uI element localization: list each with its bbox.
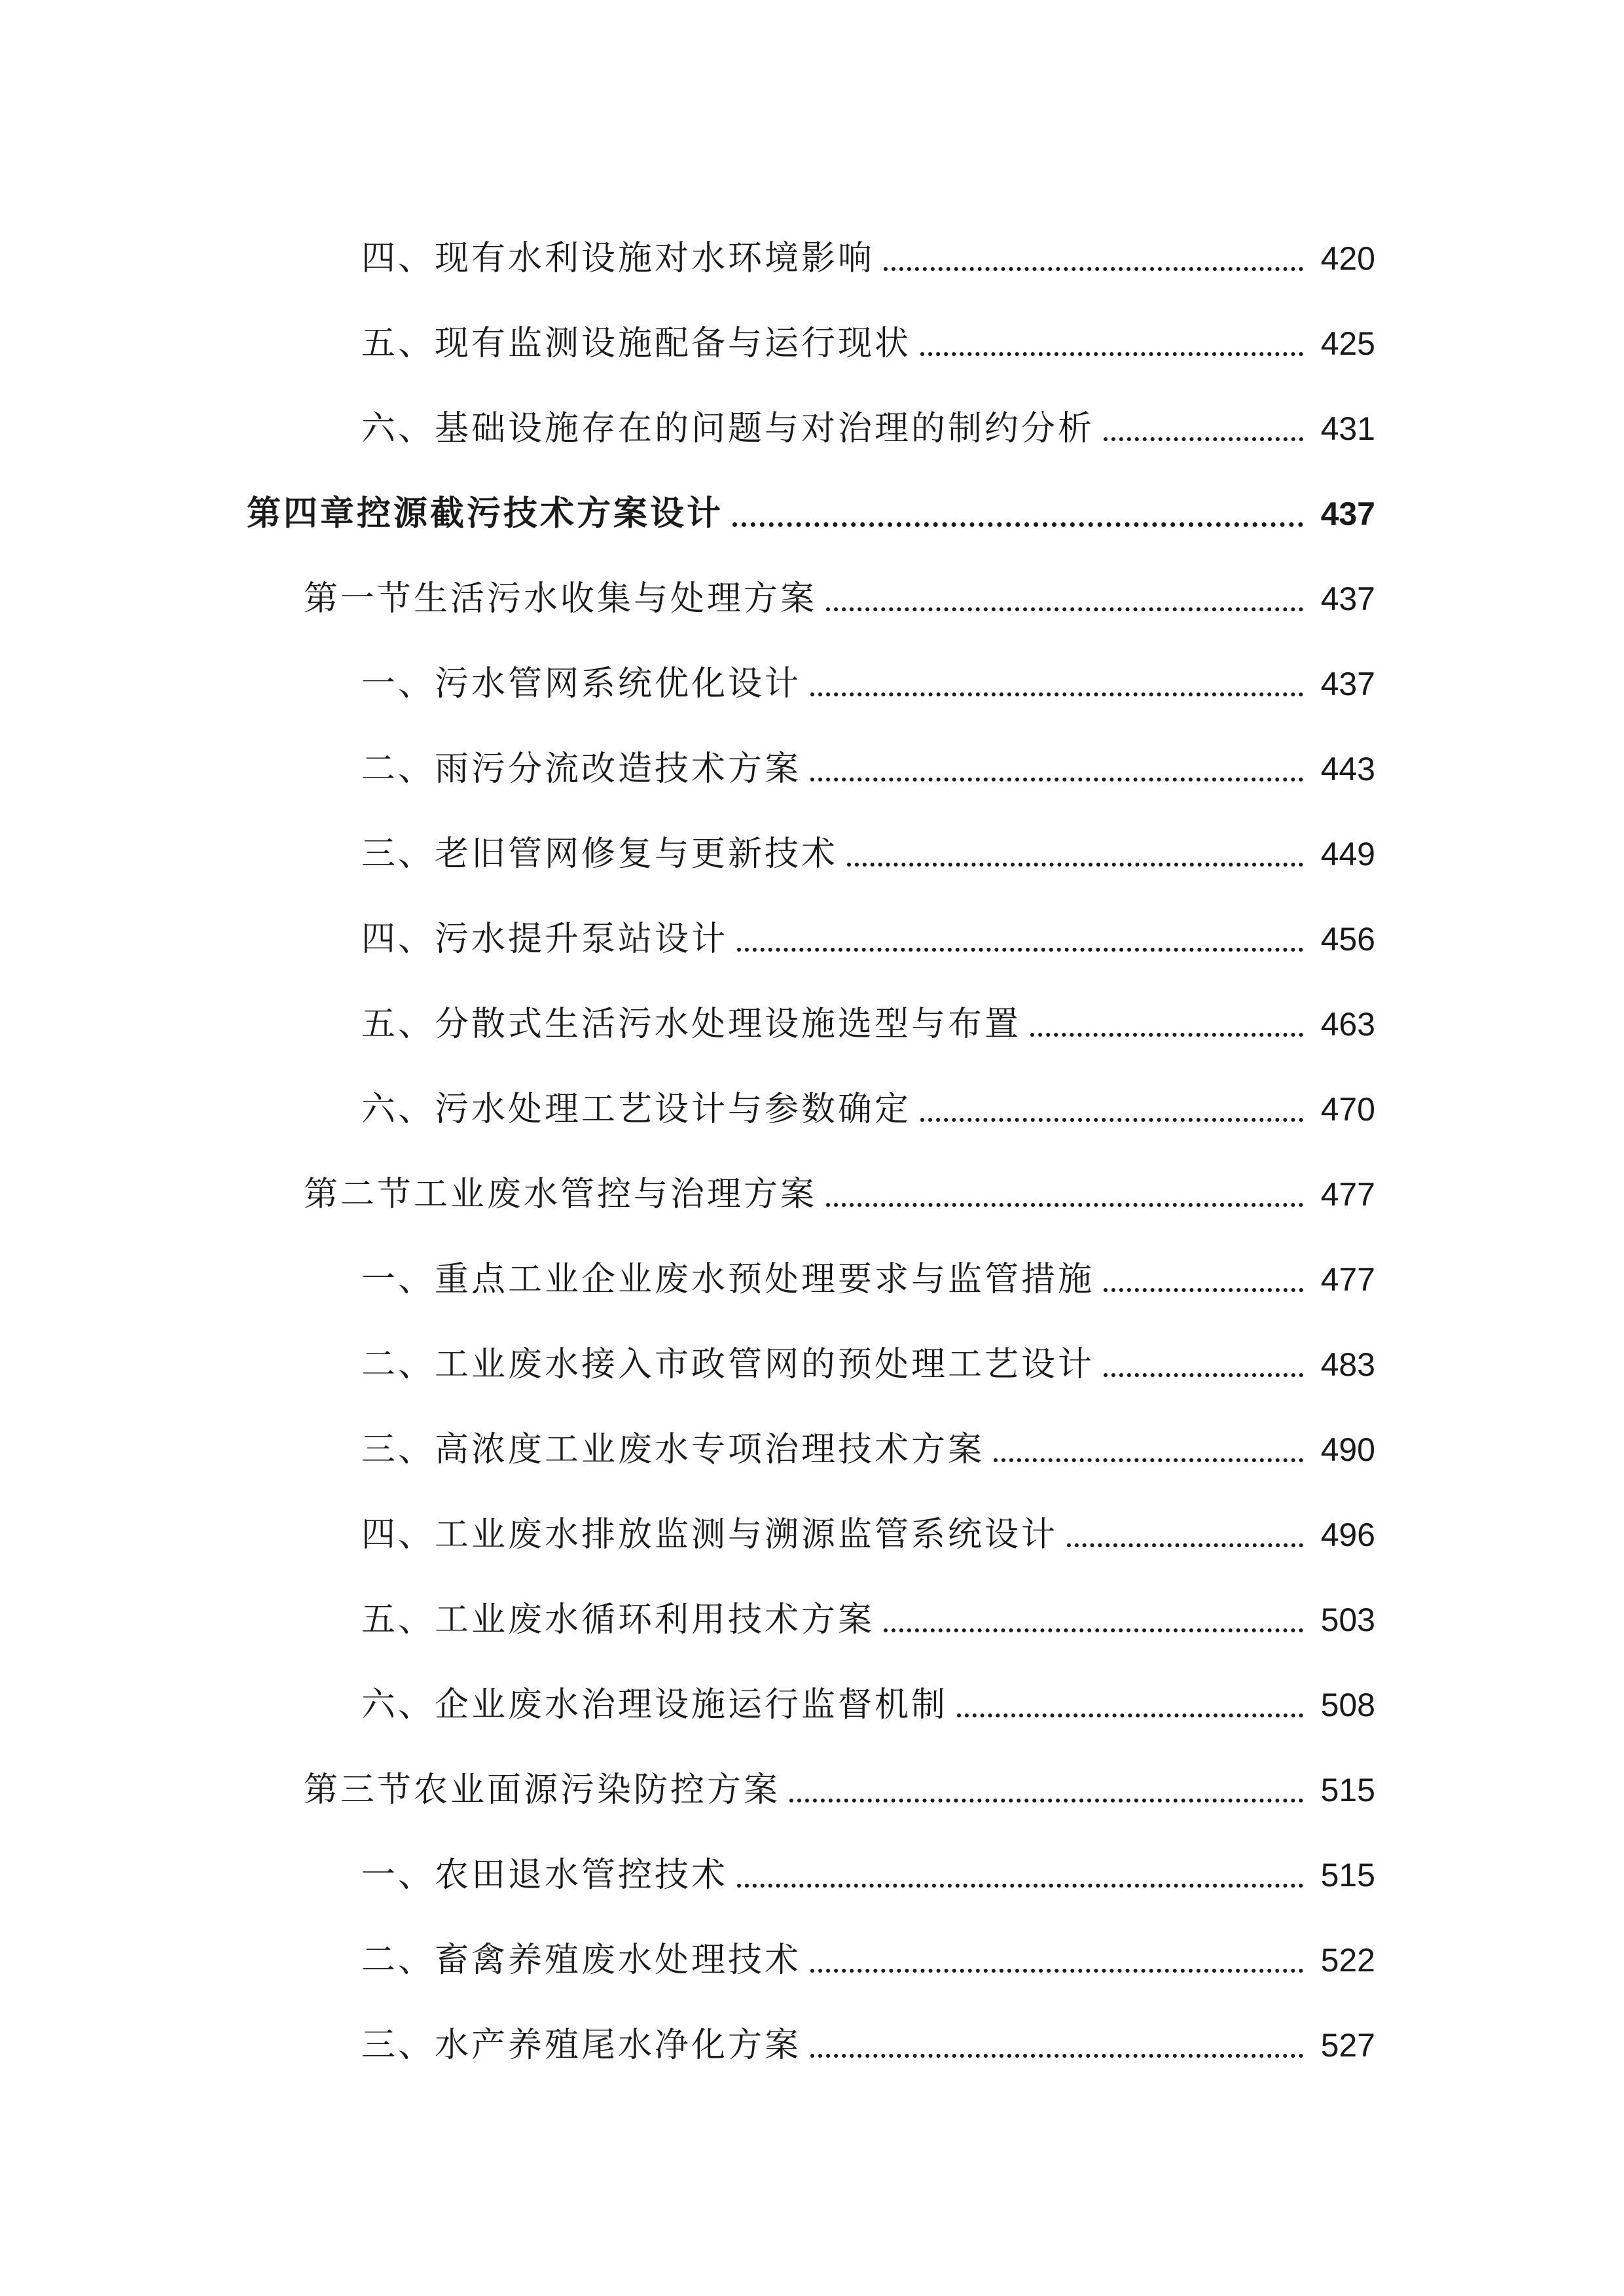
toc-entry[interactable]	[0, 2003, 1624, 2088]
toc-entry-page: 515	[1320, 1772, 1375, 1808]
toc-entry-page: 420	[1320, 240, 1375, 277]
dot-leader	[884, 267, 1303, 271]
toc-entry-page: 443	[1320, 751, 1375, 787]
dot-leader	[810, 692, 1303, 696]
dot-leader	[732, 522, 1303, 527]
dot-leader	[789, 1799, 1303, 1803]
dot-leader	[920, 1118, 1303, 1122]
toc-entry-page: 425	[1320, 325, 1375, 362]
toc-entry-title: 第四章控源截污技术方案设计	[247, 494, 724, 533]
toc-entry-page: 437	[1320, 666, 1375, 702]
toc-entry-title: 第二节工业废水管控与治理方案	[304, 1175, 818, 1214]
dot-leader	[1030, 1033, 1303, 1037]
dot-leader	[884, 1628, 1303, 1632]
toc-entry[interactable]	[0, 1067, 1624, 1152]
toc-entry-page: 470	[1320, 1091, 1375, 1128]
toc-entry-title: 一、污水管网系统优化设计	[361, 664, 802, 704]
toc-entry-title: 四、污水提升泵站设计	[361, 920, 729, 959]
toc-entry-title: 五、分散式生活污水处理设施选型与布置	[361, 1005, 1022, 1044]
dot-leader	[1104, 437, 1303, 441]
toc-entry-title: 三、水产养殖尾水净化方案	[361, 2026, 802, 2065]
toc-entry[interactable]	[0, 216, 1624, 301]
toc-entry[interactable]	[0, 1577, 1624, 1662]
dot-leader	[957, 1713, 1303, 1717]
toc-entry-page: 515	[1320, 1857, 1375, 1893]
toc-entry-title: 一、重点工业企业废水预处理要求与监管措施	[361, 1260, 1095, 1299]
toc-entry-page: 437	[1320, 495, 1375, 532]
toc-entry-page: 456	[1320, 921, 1375, 958]
dot-leader	[810, 2054, 1303, 2058]
toc-entry[interactable]	[0, 1322, 1624, 1407]
toc-entry-page: 490	[1320, 1431, 1375, 1468]
toc-entry-title: 四、工业废水排放监测与溯源监管系统设计	[361, 1515, 1058, 1554]
toc-entry-title: 二、雨污分流改造技术方案	[361, 749, 802, 789]
toc-entry-page: 527	[1320, 2027, 1375, 2064]
toc-entry-page: 437	[1320, 581, 1375, 617]
toc-chapter-entry[interactable]	[0, 471, 1624, 556]
toc-entry-title: 第一节生活污水收集与处理方案	[304, 579, 818, 619]
dot-leader	[994, 1458, 1303, 1462]
toc-entry-page: 508	[1320, 1687, 1375, 1723]
toc-entry-page: 449	[1320, 836, 1375, 872]
toc-section-entry[interactable]	[0, 1152, 1624, 1237]
toc-entry[interactable]	[0, 726, 1624, 812]
toc-entry-title: 六、企业废水治理设施运行监督机制	[361, 1685, 948, 1725]
toc-entry-page: 431	[1320, 410, 1375, 447]
toc-entry-page: 522	[1320, 1942, 1375, 1979]
toc-entry-title: 三、高浓度工业废水专项治理技术方案	[361, 1430, 985, 1469]
toc-entry[interactable]	[0, 1237, 1624, 1322]
dot-leader	[1067, 1543, 1303, 1547]
toc-entry-title: 五、工业废水循环利用技术方案	[361, 1600, 875, 1640]
toc-entry-title: 五、现有监测设施配备与运行现状	[361, 324, 912, 363]
dot-leader	[847, 863, 1303, 867]
dot-leader	[826, 1203, 1303, 1207]
toc-entry[interactable]	[0, 301, 1624, 386]
toc-entry[interactable]	[0, 1918, 1624, 2003]
toc-entry-title: 四、现有水利设施对水环境影响	[361, 239, 875, 278]
toc-entry-title: 六、污水处理工艺设计与参数确定	[361, 1090, 912, 1129]
toc-entry-page: 503	[1320, 1602, 1375, 1638]
dot-leader	[920, 352, 1303, 356]
toc-entry[interactable]	[0, 897, 1624, 982]
dot-leader	[1104, 1373, 1303, 1377]
toc-entry-page: 463	[1320, 1006, 1375, 1043]
dot-leader	[737, 948, 1303, 952]
toc-entry-title: 三、老旧管网修复与更新技术	[361, 834, 839, 874]
toc-entry-page: 477	[1320, 1261, 1375, 1298]
toc-entry[interactable]	[0, 982, 1624, 1067]
toc-entry-title: 六、基础设施存在的问题与对治理的制约分析	[361, 409, 1095, 448]
toc-entry-title: 第三节农业面源污染防控方案	[304, 1770, 781, 1810]
toc-entry[interactable]	[0, 1662, 1624, 1748]
toc-section-entry[interactable]	[0, 556, 1624, 641]
toc-entry-page: 483	[1320, 1346, 1375, 1383]
table-of-contents	[0, 216, 1624, 2088]
toc-entry[interactable]	[0, 386, 1624, 471]
toc-entry[interactable]	[0, 1407, 1624, 1492]
dot-leader	[737, 1884, 1303, 1888]
dot-leader	[1104, 1288, 1303, 1292]
toc-entry-title: 一、农田退水管控技术	[361, 1856, 729, 1895]
toc-entry-page: 477	[1320, 1176, 1375, 1213]
toc-entry-page: 496	[1320, 1516, 1375, 1553]
toc-entry-title: 二、工业废水接入市政管网的预处理工艺设计	[361, 1345, 1095, 1384]
toc-entry[interactable]	[0, 812, 1624, 897]
toc-entry[interactable]	[0, 1492, 1624, 1577]
toc-entry[interactable]	[0, 641, 1624, 726]
toc-entry-title: 二、畜禽养殖废水处理技术	[361, 1941, 802, 1980]
dot-leader	[810, 1969, 1303, 1973]
toc-section-entry[interactable]	[0, 1748, 1624, 1833]
dot-leader	[810, 778, 1303, 781]
dot-leader	[826, 607, 1303, 611]
toc-entry[interactable]	[0, 1833, 1624, 1918]
